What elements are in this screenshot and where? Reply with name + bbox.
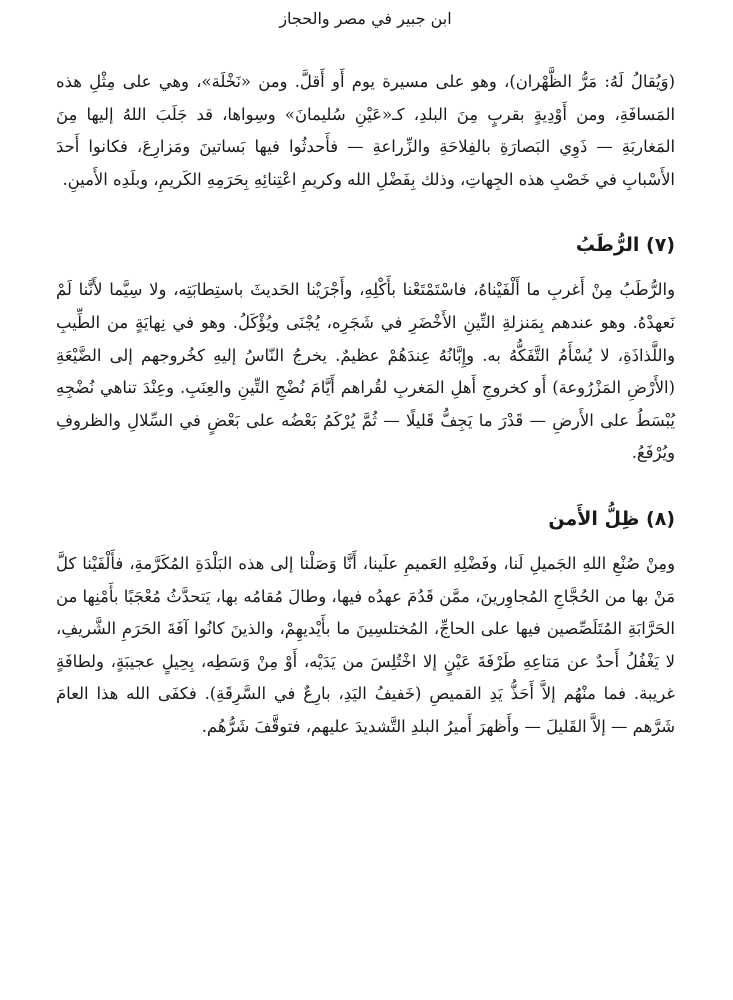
dates-paragraph: والرُّطَبُ مِنْ أَغربِ ما أَلْفَيْناهُ، فاسْتَمْتَعْنا بأَكْلِهِ، وأَجْرَيْنا الحَديثَ باستِطابَتِه، ولا سِيَّما لأَنَّنا لَمْ نَعهدْهُ. وهو عندهم بِمَنزلةِ التِّينِ الأَخْضَرِ في شَجَرِه، يُجْنَى ويُؤْكَلُ. وهو في نِهايَةٍ من الطِّيبِ واللَّذاذَةِ، لا يُسْأَمُ التَّفَكُّهُ به. وإِبَّانُهُ عِندَهُمْ عظيمٌ. يخرجُ النّاسُ إليهِ كخُروجهم إلى الضَّيْعَةِ (الأَرْضِ المَزْرُوعة) أَو كخروجِ أَهلِ المَغربِ لقُراهم أَيَّامَ نُضْجِ التِّينِ والعِنَبِ. وعِنْدَ تناهي نُضْجِهِ يُبْسَطُ على الأَرضِ — قَدْرَ ما يَجِفُّ قَليلًا — ثُمَّ يُرْكَمُ بَعْضُه على بَعْضٍ في السِّلالِ والظروفِ ويُرْفَعُ. [56,280,675,463]
intro-paragraph: (وَيُقالُ لَهُ: مَرُّ الظَّهْران)، وهو على مسيرة يوم أَو أَقلَّ. ومن «نَخْلَة»، وهي على مِثْلِ هذه المَسافَةِ، ومن أَوْدِيةٍ بقربٍ مِنَ البلدِ، كـ«عَيْنِ سُليمانَ» وسِواها، قد جَلَبَ اللهُ إليها مِنَ المَغاربَةِ — ذَوِي البَصارَةِ بالفِلاحَةِ والزِّراعةِ — فأَحدثُوا فيها بَساتينَ ومَزارِعَ، فكانوا أَحدَ الأَسْبابِ في خَصْبِ هذه الجِهاتِ، وذلك بِفَضْلِ الله وكريمِ اعْتِنائِهِ بِحَرَمِهِ الكَريمِ، وبلَدِه الأَمينِ. [56,72,675,189]
running-header: ابن جبير في مصر والحجاز [279,9,452,28]
section-heading-security: (٨) ظِلُّ الأَمن [548,507,675,530]
security-paragraph: ومِنْ صُنْعِ اللهِ الجَميلِ لَنا، وفَضْلِهِ العَميمِ علَينا، أَنَّا وَصَلْنا إلى هذه البَلْدَةِ المُكَرَّمةِ، فأَلْفَيْنا كلَّ مَنْ بها من الحُجَّاجِ المُجاوِرينَ، ممَّن قَدُمَ عهدُه فيها، وطالَ مُقامُه بها، يَتحدَّثُ مُعْجَبًا بأَمْنِها من الحَرَّابَةِ المُتَلَصِّصين فيها على الحاجِّ، المُختلسِينَ ما بأَيْديهِمْ، والذينَ كانُوا آفَةَ الحَرَمِ الشَّريفِ، لا يَغْفُلُ أَحدٌ عن مَتاعِهِ طَرْفَةَ عَيْنٍ إلا اخْتُلِسَ من يَدَيْه، أَوْ مِنْ وَسَطِه، بِحِيلٍ عجيبَةٍ، ولطافَةٍ غريبة. فما منْهُم إلاَّ أَحَذُّ يَدِ القميصِ (خَفيفُ اليَدِ، بارِعٌ في السَّرِقَةِ). فكفَى الله هذا العامَ شَرَّهم — إلاَّ القَليلَ — وأَظهرَ أَميرُ البلدِ التَّشديدَ عليهم، فتوقَّفَ شَرُّهُم. [56,553,675,736]
section-heading-dates: (٧) الرُّطَبُ [575,234,675,257]
